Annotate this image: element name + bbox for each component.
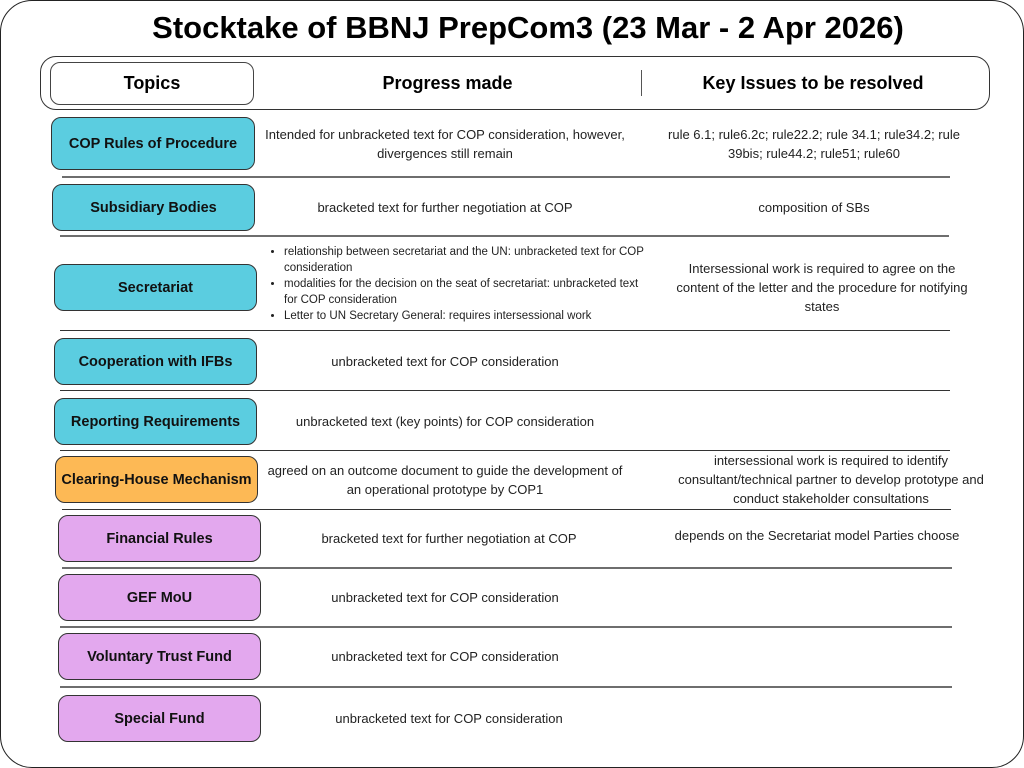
- progress-secretariat: [266, 242, 650, 326]
- page-title: Stocktake of BBNJ PrepCom3 (23 Mar - 2 Apr 2026): [152, 10, 904, 45]
- row-separator: [60, 626, 952, 628]
- progress-secretariat-list: [266, 244, 650, 324]
- row-separator: [60, 390, 950, 391]
- header-topics: Topics: [50, 62, 254, 105]
- row-separator: [62, 509, 951, 510]
- topic-clearing-house-mechanism: Clearing-House Mechanism: [55, 456, 258, 503]
- progress-clearing-house: agreed on an outcome document to guide the development of an operational prototype by COP1: [267, 462, 623, 497]
- row-separator: [60, 686, 952, 688]
- topic-secretariat: Secretariat: [54, 264, 257, 311]
- topic-subsidiary-bodies: Subsidiary Bodies: [52, 184, 255, 231]
- progress-special-fund: unbracketed text for COP consideration: [335, 711, 563, 726]
- progress-cop-rules: Intended for unbracketed text for COP consideration, however, divergences still remain: [265, 126, 625, 161]
- issues-secretariat: Intersessional work is required to agree on the content of the letter and the procedure for notifying states: [676, 260, 968, 314]
- topic-reporting-requirements: Reporting Requirements: [54, 398, 257, 445]
- progress-reporting-requirements: unbracketed text (key points) for COP consideration: [295, 414, 595, 429]
- progress-voluntary-trust-fund: unbracketed text for COP consideration: [331, 649, 559, 664]
- progress-financial-rules: bracketed text for further negotiation at COP: [321, 531, 577, 546]
- header-issues: Key Issues to be resolved: [702, 73, 924, 93]
- progress-cooperation-ifbs: unbracketed text for COP consideration: [331, 354, 559, 369]
- topic-voluntary-trust-fund: Voluntary Trust Fund: [58, 633, 261, 680]
- topic-special-fund: Special Fund: [58, 695, 261, 742]
- issues-subsidiary-bodies: composition of SBs: [758, 200, 870, 215]
- row-separator: [62, 567, 952, 569]
- progress-gef-mou: unbracketed text for COP consideration: [331, 590, 559, 605]
- topic-financial-rules: Financial Rules: [58, 515, 261, 562]
- row-separator: [62, 176, 950, 178]
- topic-cooperation-with-ifbs: Cooperation with IFBs: [54, 338, 257, 385]
- issues-financial-rules: depends on the Secretariat model Parties choose: [674, 528, 960, 543]
- row-separator: [60, 330, 950, 331]
- row-separator: [60, 235, 949, 237]
- list-item: • modalities for the decision on the seat of secretariat: unbracketed text for COP consideration: [284, 276, 650, 308]
- topic-cop-rules-of-procedure: COP Rules of Procedure: [51, 117, 255, 170]
- issues-clearing-house: intersessional work is required to identify consultant/technical partner to develop prototype and conduct stakeholder consultations: [678, 453, 984, 506]
- progress-subsidiary-bodies: bracketed text for further negotiation at COP: [317, 200, 573, 215]
- topic-gef-mou: GEF MoU: [58, 574, 261, 621]
- header-progress: Progress made: [382, 73, 513, 93]
- list-item: • Letter to UN Secretary General: requires intersessional work: [284, 308, 650, 324]
- list-item: • relationship between secretariat and the UN: unbracketed text for COP consideration: [284, 244, 650, 276]
- issues-cop-rules: rule 6.1; rule6.2c; rule22.2; rule 34.1; rule34.2; rule 39bis; rule44.2; rule51; rule60: [668, 126, 960, 161]
